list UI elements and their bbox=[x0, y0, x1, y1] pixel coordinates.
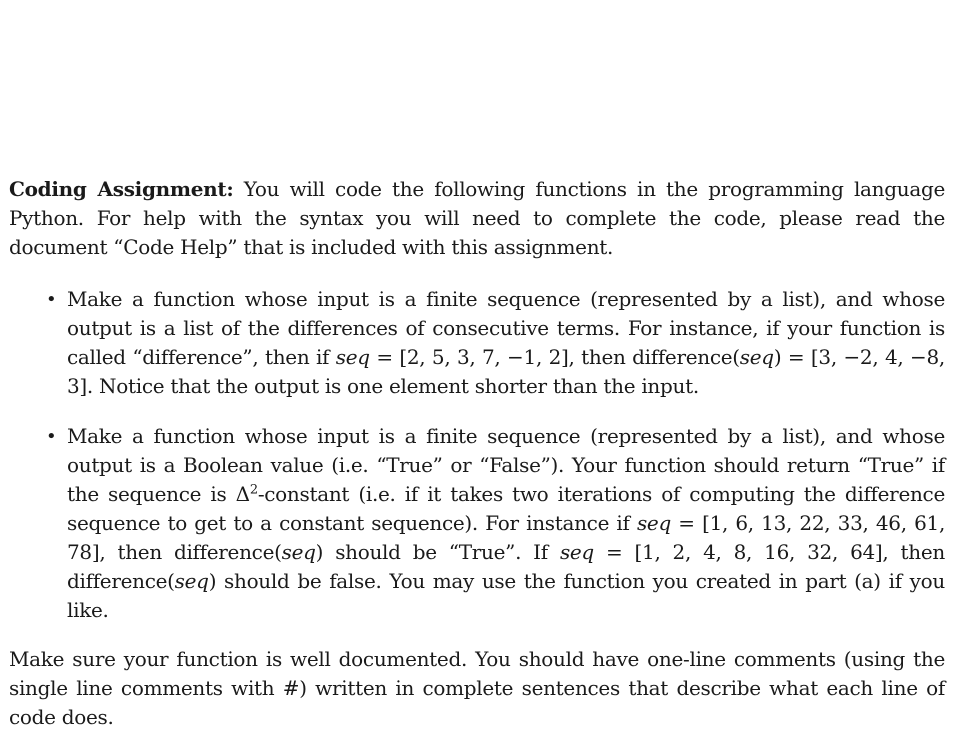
item2-var-seq-3: seq bbox=[559, 540, 594, 564]
item1-eq-1: = [2, 5, 3, 7, −1, 2], then difference( bbox=[369, 345, 740, 369]
assignment-document bbox=[9, 175, 945, 732]
item2-superscript: 2 bbox=[249, 482, 258, 498]
item2-text-3: then difference( bbox=[105, 540, 282, 564]
intro-text: You will code the following functions in the programming language Python. For help with the syntax you will need to complete the code, please read the document “Code Help” that is included with this assignment. bbox=[9, 177, 945, 259]
item1-eq-2: ) = [3, −2, 4, −8, 3]. bbox=[67, 345, 945, 398]
list-item-delta-constant-function bbox=[9, 422, 945, 625]
item2-eq-2: = [1, 2, 4, 8, 16, 32, 64], then difference( bbox=[67, 540, 945, 593]
item2-eq-1: = [1, 6, 13, 22, 33, 46, 61, 78], bbox=[67, 511, 945, 564]
requirements-list bbox=[9, 285, 945, 625]
bullet-icon: • bbox=[46, 426, 57, 447]
assignment-heading: Coding Assignment: bbox=[9, 177, 234, 201]
item1-var-seq-2: seq bbox=[739, 345, 774, 369]
intro-paragraph bbox=[9, 175, 945, 262]
closing-paragraph: Make sure your function is well documented. You should have one-line comments (using the single line comments with #) written in complete sentences that describe what each line of code does. bbox=[9, 647, 945, 729]
item1-text-1: Make a function whose input is a finite sequence (represented by a list), and whose output is a list of the differences of consecutive terms. For instance, if your function is called “difference”, then if bbox=[67, 287, 945, 369]
item1-text-2: Notice that the output is one element shorter than the input. bbox=[93, 374, 699, 398]
item1-var-seq: seq bbox=[335, 345, 370, 369]
item2-var-seq-2: seq bbox=[281, 540, 316, 564]
bullet-icon: • bbox=[46, 289, 57, 310]
item2-var-seq-4: seq bbox=[174, 569, 209, 593]
item2-text-2: -constant (i.e. if it takes two iterations of computing the difference sequence to get to a constant sequence). For instance if bbox=[67, 482, 945, 535]
item2-text-4: ) should be “True”. If bbox=[315, 540, 560, 564]
item2-text-5: ) should be false. You may use the function you created in part (a) if you like. bbox=[67, 569, 945, 622]
item2-text-1: Make a function whose input is a finite sequence (represented by a list), and whose output is a Boolean value (i.e. “True” or “False”). Your function should return “True” if the sequence is Δ bbox=[67, 424, 945, 506]
list-item-difference-function bbox=[9, 285, 945, 401]
item2-var-seq: seq bbox=[636, 511, 671, 535]
